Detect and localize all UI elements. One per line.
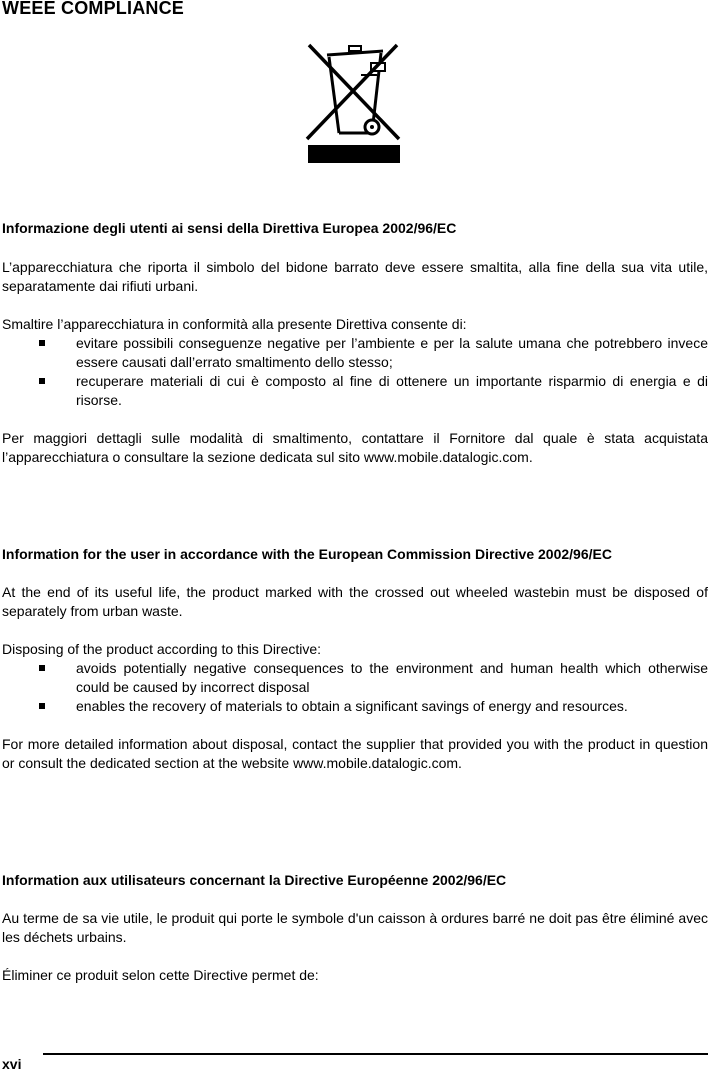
list-item bbox=[2, 372, 708, 410]
italian-para-3: Per maggiori dettagli sulle modalità di smaltimento, contattare il Fornitore dal quale è stata acquistata l’apparecchiatura o consultare la sezione dedicata sul sito www.mobile.datalogic.com. bbox=[2, 430, 708, 465]
english-para-1: At the end of its useful life, the product marked with the crossed out wheeled wastebin must be disposed of separately from urban waste. bbox=[2, 584, 708, 619]
english-para-2: Disposing of the product according to this Directive: bbox=[2, 641, 322, 657]
page-number: xvi bbox=[2, 1056, 22, 1072]
bullet-icon bbox=[39, 378, 45, 384]
french-section bbox=[2, 871, 708, 985]
french-heading: Information aux utilisateurs concernant la Directive Européenne 2002/96/EC bbox=[2, 872, 507, 888]
bullet-icon bbox=[39, 340, 45, 346]
english-heading: Information for the user in accordance with the European Commission Directive 2002/96/EC bbox=[2, 546, 612, 562]
list-item-text: avoids potentially negative consequences to the environment and human health which otherwise could be caused by incorrect disposal bbox=[76, 660, 708, 695]
italian-para-1: L’apparecchiatura che riporta il simbolo del bidone barrato deve essere smaltita, alla fine della sua vita utile, separatamente dai rifiuti urbani. bbox=[2, 259, 708, 294]
list-item-text: enables the recovery of materials to obtain a significant savings of energy and resources. bbox=[76, 698, 628, 714]
footer-divider bbox=[43, 1053, 708, 1055]
english-section bbox=[2, 545, 708, 773]
page-title: WEEE COMPLIANCE bbox=[2, 0, 185, 18]
italian-section bbox=[2, 219, 708, 467]
list-item bbox=[2, 697, 708, 716]
french-para-2: Éliminer ce produit selon cette Directive permet de: bbox=[2, 967, 319, 983]
crossed-out-wheelie-bin-icon bbox=[305, 41, 401, 163]
english-bullet-list bbox=[2, 659, 708, 716]
list-item-text: evitare possibili conseguenze negative per l’ambiente e per la salute umana che potrebbero invece essere causati dall’errato smaltimento dello stesso; bbox=[76, 335, 708, 370]
list-item bbox=[2, 659, 708, 697]
italian-heading: Informazione degli utenti ai sensi della Direttiva Europea 2002/96/EC bbox=[2, 220, 457, 236]
list-item bbox=[2, 334, 708, 372]
french-para-1: Au terme de sa vie utile, le produit qui porte le symbole d'un caisson à ordures barré ne doit pas être éliminé avec les déchets urbains. bbox=[2, 910, 708, 945]
italian-bullet-list bbox=[2, 334, 708, 410]
bullet-icon bbox=[39, 665, 45, 671]
list-item-text: recuperare materiali di cui è composto al fine di ottenere un importante risparmio di energia e di risorse. bbox=[76, 373, 708, 408]
english-para-3: For more detailed information about disposal, contact the supplier that provided you with the product in question or consult the dedicated section at the website www.mobile.datalogic.com. bbox=[2, 736, 708, 771]
bullet-icon bbox=[39, 703, 45, 709]
italian-para-2: Smaltire l’apparecchiatura in conformità alla presente Direttiva consente di: bbox=[2, 316, 467, 332]
